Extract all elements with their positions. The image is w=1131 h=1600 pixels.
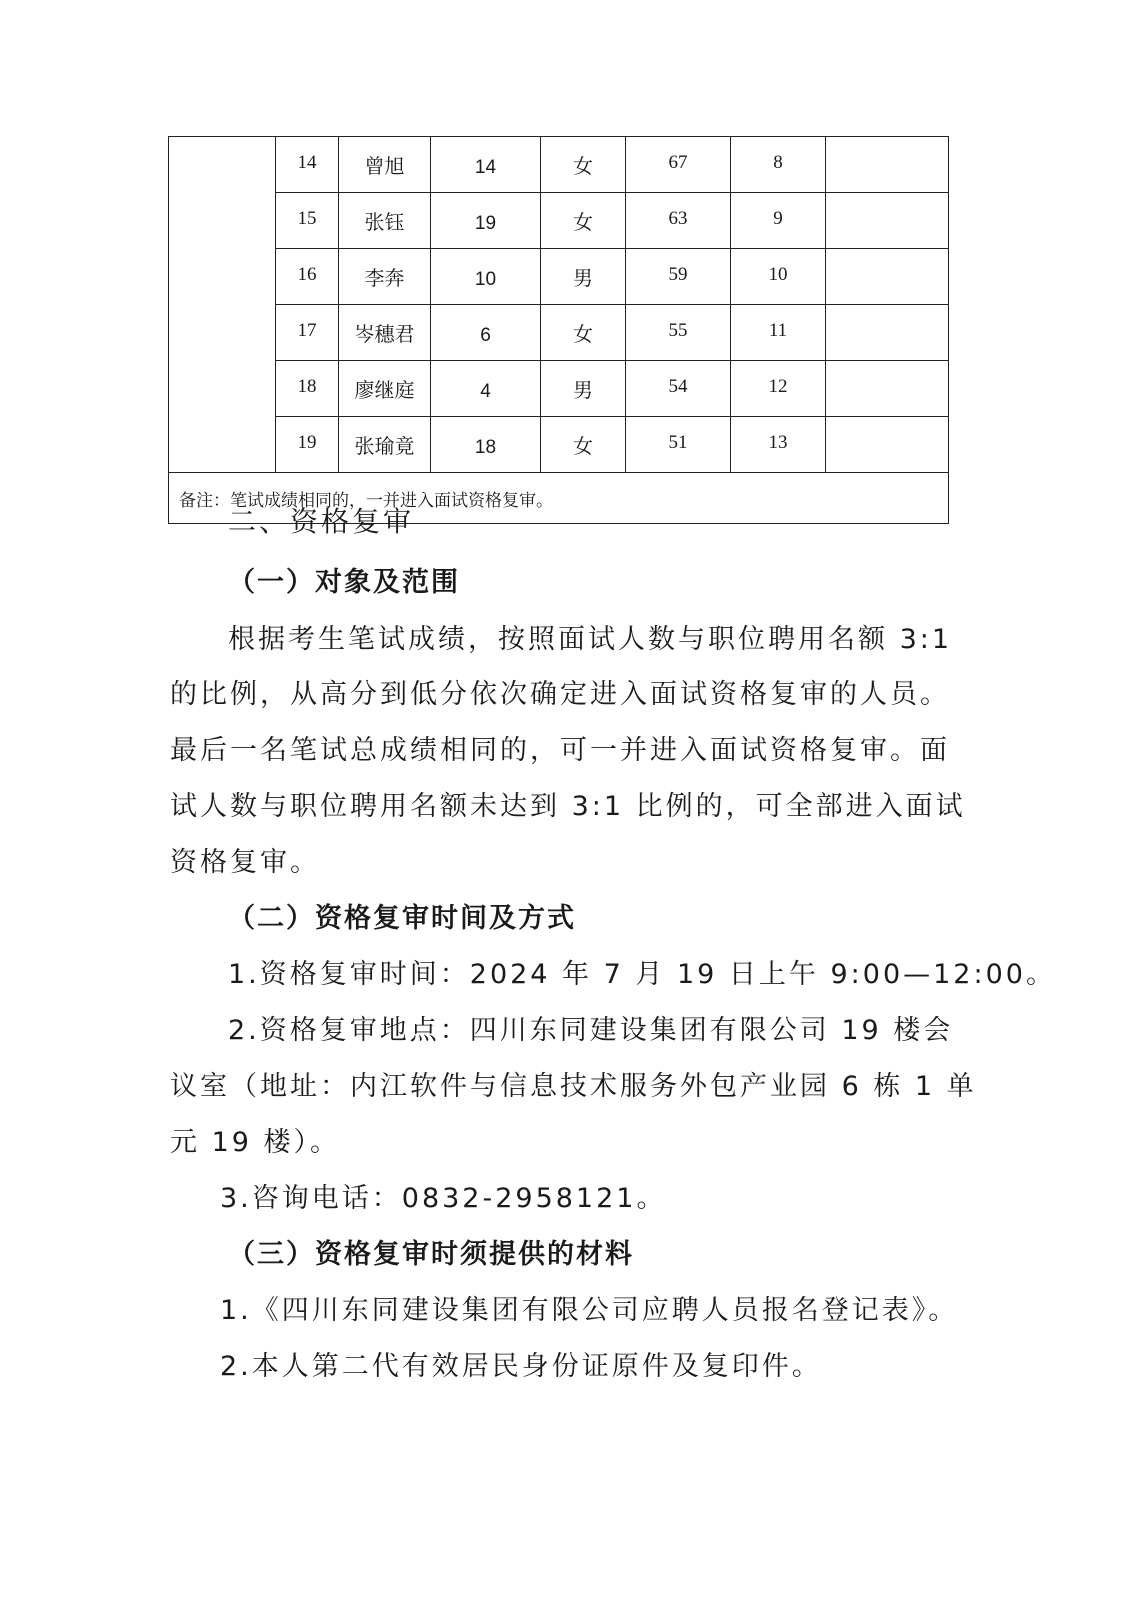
subsection-heading-time: （二）资格复审时间及方式	[228, 903, 576, 934]
table-row	[169, 305, 949, 361]
remark-cell	[826, 417, 949, 473]
ticket-cell: 4	[431, 361, 541, 417]
gender-cell: 女	[541, 417, 626, 473]
paragraph-line: 资格复审。	[170, 847, 320, 878]
paragraph-line: 3.咨询电话：0832-2958121。	[220, 1183, 667, 1214]
remark-cell	[826, 361, 949, 417]
rank-cell: 13	[731, 417, 826, 473]
remark-cell	[826, 305, 949, 361]
table-row	[169, 361, 949, 417]
rank-cell: 10	[731, 249, 826, 305]
score-table	[168, 136, 949, 524]
name-cell: 张瑜竟	[339, 417, 431, 473]
subsection-heading-materials: （三）资格复审时须提供的材料	[228, 1239, 634, 1270]
seq-cell: 19	[276, 417, 339, 473]
gender-cell: 女	[541, 305, 626, 361]
gender-cell: 女	[541, 193, 626, 249]
name-cell: 李奔	[339, 249, 431, 305]
table-row	[169, 417, 949, 473]
score-cell: 55	[626, 305, 731, 361]
score-cell: 54	[626, 361, 731, 417]
remark-cell	[826, 137, 949, 193]
score-cell: 51	[626, 417, 731, 473]
ticket-cell: 6	[431, 305, 541, 361]
table-note: 备注：笔试成绩相同的，一并进入面试资格复审。	[169, 473, 949, 524]
ticket-cell: 19	[431, 193, 541, 249]
paragraph-line: 试人数与职位聘用名额未达到 3:1 比例的，可全部进入面试	[170, 791, 966, 822]
ticket-cell: 18	[431, 417, 541, 473]
score-cell: 67	[626, 137, 731, 193]
paragraph-line: 议室（地址：内江软件与信息技术服务外包产业园 6 栋 1 单	[170, 1071, 977, 1102]
name-cell: 张钰	[339, 193, 431, 249]
paragraph-line: 2.本人第二代有效居民身份证原件及复印件。	[220, 1351, 822, 1382]
score-cell: 63	[626, 193, 731, 249]
paragraph-line: 根据考生笔试成绩，按照面试人数与职位聘用名额 3:1	[228, 624, 953, 655]
seq-cell: 18	[276, 361, 339, 417]
paragraph-line: 1.资格复审时间：2024 年 7 月 19 日上午 9:00—12:00。	[228, 959, 1056, 990]
paragraph-line: 的比例，从高分到低分依次确定进入面试资格复审的人员。	[170, 679, 950, 710]
section-heading: 二、资格复审	[228, 505, 415, 538]
name-cell: 廖继庭	[339, 361, 431, 417]
remark-cell	[826, 193, 949, 249]
position-cell	[169, 137, 276, 473]
paragraph-line: 元 19 楼）。	[170, 1127, 341, 1158]
table-row	[169, 249, 949, 305]
paragraph-line: 1.《四川东同建设集团有限公司应聘人员报名登记表》。	[220, 1295, 959, 1326]
rank-cell: 11	[731, 305, 826, 361]
ticket-cell: 14	[431, 137, 541, 193]
name-cell: 岑穗君	[339, 305, 431, 361]
rank-cell: 9	[731, 193, 826, 249]
rank-cell: 12	[731, 361, 826, 417]
seq-cell: 16	[276, 249, 339, 305]
seq-cell: 14	[276, 137, 339, 193]
paragraph-line: 最后一名笔试总成绩相同的，可一并进入面试资格复审。面	[170, 735, 950, 766]
ticket-cell: 10	[431, 249, 541, 305]
seq-cell: 17	[276, 305, 339, 361]
remark-cell	[826, 249, 949, 305]
rank-cell: 8	[731, 137, 826, 193]
paragraph-line: 2.资格复审地点：四川东同建设集团有限公司 19 楼会	[228, 1015, 954, 1046]
gender-cell: 男	[541, 361, 626, 417]
subsection-heading-scope: （一）对象及范围	[228, 567, 460, 598]
score-cell: 59	[626, 249, 731, 305]
table-row	[169, 137, 949, 193]
gender-cell: 男	[541, 249, 626, 305]
table-row	[169, 193, 949, 249]
seq-cell: 15	[276, 193, 339, 249]
name-cell: 曾旭	[339, 137, 431, 193]
gender-cell: 女	[541, 137, 626, 193]
